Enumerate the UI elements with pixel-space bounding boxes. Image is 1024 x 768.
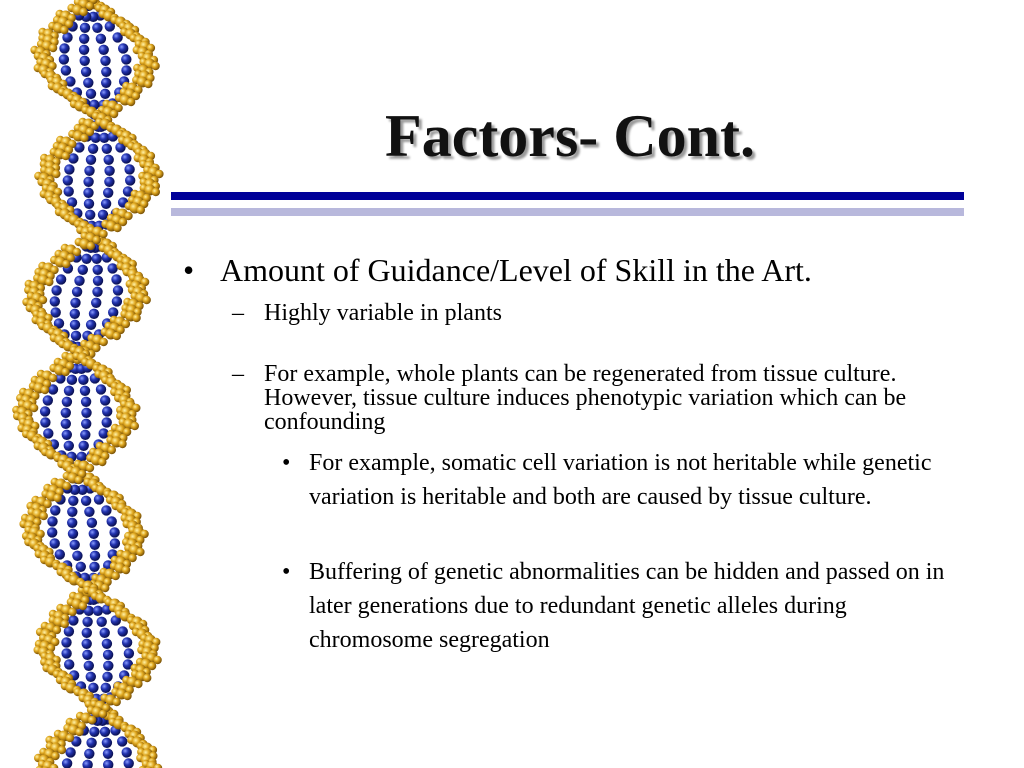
bullet-text: For example, whole plants can be regenerated from tissue culture. However, tissue culture induces phenotypic variation which can be confounding: [264, 361, 907, 435]
bullet-text: Amount of Guidance/Level of Skill in the Art.: [220, 252, 812, 288]
slide-title: Factors- Cont.: [385, 103, 755, 169]
bullet-text: Highly variable in plants: [264, 300, 502, 326]
dash-marker: –: [232, 361, 244, 387]
dot-marker: •: [282, 450, 291, 476]
bullet-text: Buffering of genetic abnormalities can be hidden and passed on in later generations due to redundant genetic alleles during chromosome segregation: [309, 559, 945, 653]
dash-marker: –: [232, 300, 244, 326]
bullet-text: For example, somatic cell variation is not heritable while genetic variation is heritable and both are caused by tissue culture.: [309, 450, 932, 510]
bullet-marker: •: [183, 252, 195, 288]
dot-marker: •: [282, 559, 291, 585]
